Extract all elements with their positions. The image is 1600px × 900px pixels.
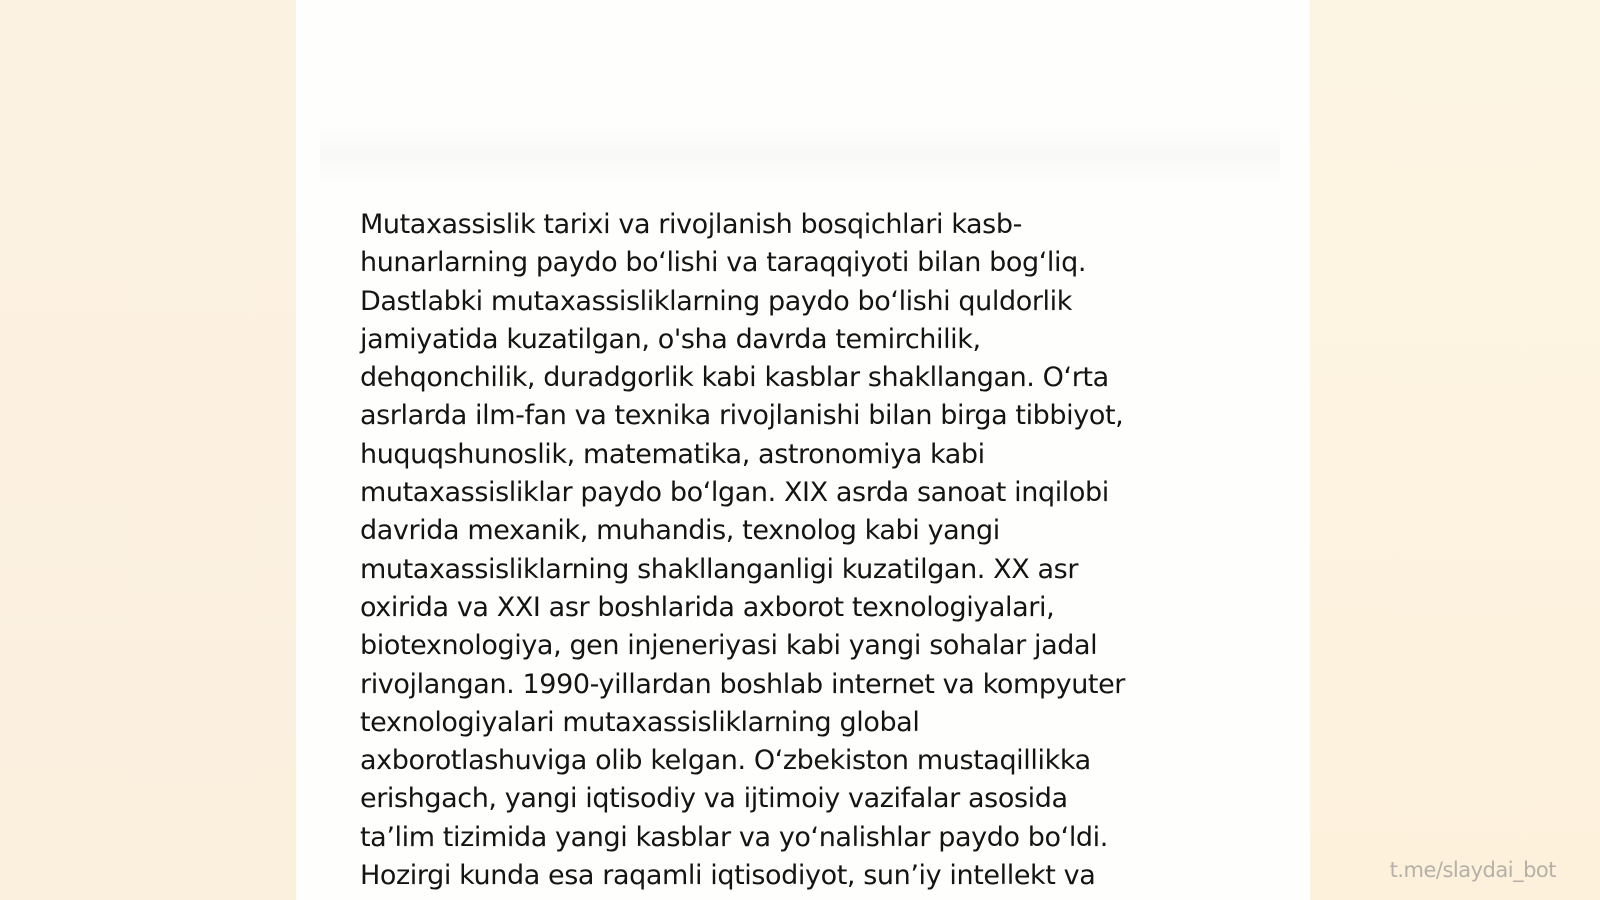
watermark-text: t.me/slaydai_bot [1389, 858, 1556, 882]
background-left [0, 0, 296, 900]
slide-content-panel [296, 0, 1310, 900]
background-right [1310, 0, 1600, 900]
slide-body-text: Mutaxassislik tarixi va rivojlanish bosqichlari kasb- hunarlarning paydo bo‘lishi va taraqqiyoti bilan bog‘liq. Dastlabki mutaxassisliklarning paydo bo‘lishi quldorlik jamiyatida kuzatilgan, o'sha davrda temirchilik, dehqonchilik, duradgorlik kabi kasblar shakllangan. O‘rta asrlarda ilm-fan va texnika rivojlanishi bilan birga tibbiyot, huquqshunoslik, matematika, astronomiya kabi mutaxassisliklar paydo bo‘lgan. XIX asrda sanoat inqilobi davrida mexanik, muhandis, texnolog kabi yangi mutaxassisliklarning shakllanganligi kuzatilgan. XX asr oxirida va XXI asr boshlarida axborot texnologiyalari, biotexnologiya, gen injeneriyasi kabi yangi sohalar jadal rivojlangan. 1990-yillardan boshlab internet va kompyuter texnologiyalari mutaxassisliklarning global axborotlashuviga olib kelgan. O‘zbekiston mustaqillikka erishgach, yangi iqtisodiy va ijtimoiy vazifalar asosida ta’lim tizimida yangi kasblar va yo‘nalishlar paydo bo‘ldi. Hozirgi kunda esa raqamli iqtisodiyot, sun’iy intellekt va [360, 209, 1125, 892]
header-band [320, 125, 1280, 185]
